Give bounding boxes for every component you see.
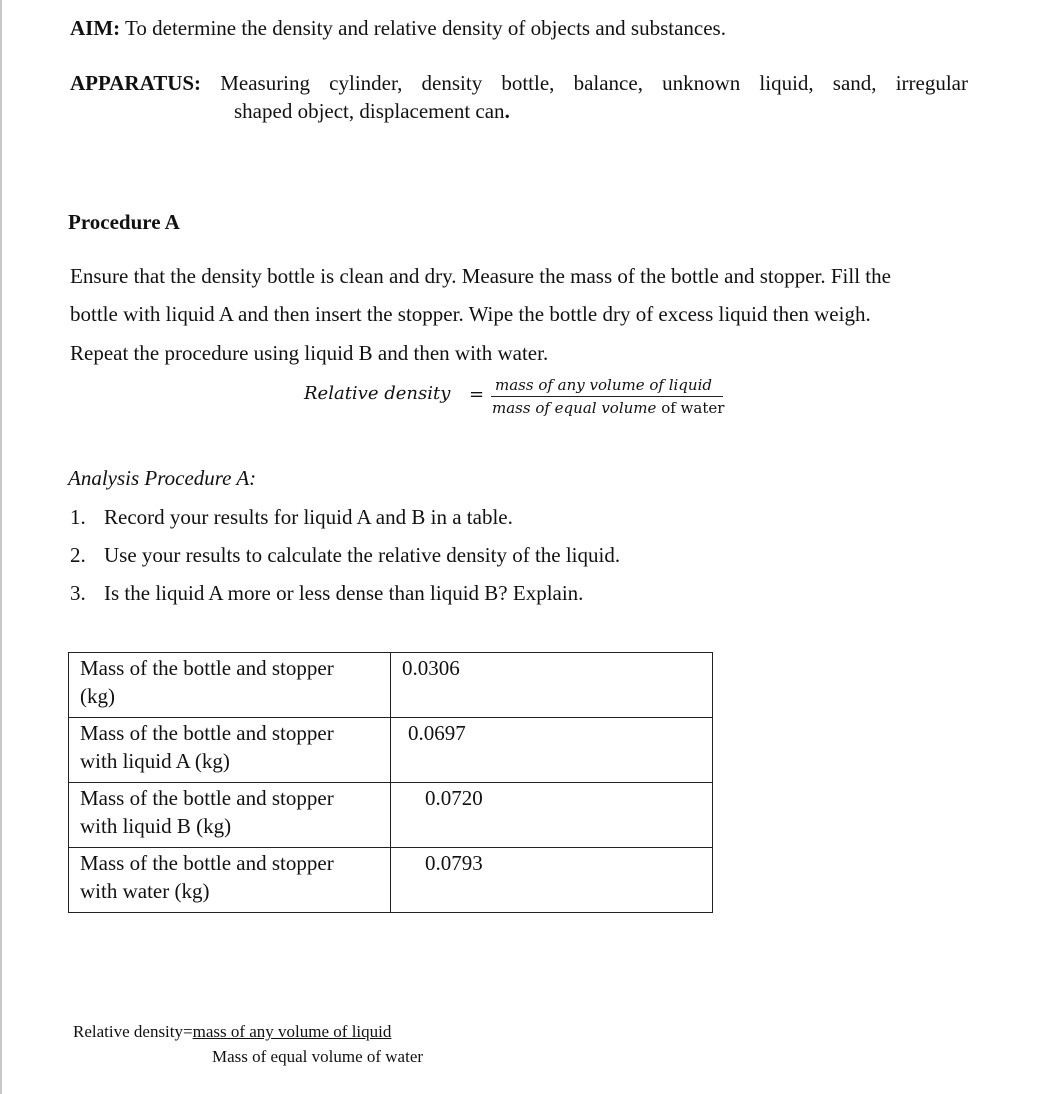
- label-line-2: with liquid A (kg): [80, 749, 230, 773]
- page-left-border: [0, 0, 2, 1094]
- table-row-value: 0.0720: [391, 783, 713, 848]
- table-row-value: 0.0306: [391, 653, 713, 718]
- label-line-2: with water (kg): [80, 879, 210, 903]
- table-row-value: 0.0793: [391, 848, 713, 913]
- table-row-label: [69, 718, 391, 783]
- question-number: 2.: [70, 543, 86, 567]
- table-row: [69, 848, 713, 913]
- relative-density-denominator: Mass of equal volume of water: [212, 1047, 424, 1066]
- apparatus-line-1: [70, 71, 968, 96]
- formula-label: Relative density: [304, 383, 451, 404]
- question-number: 3.: [70, 581, 86, 605]
- question-text: Record your results for liquid A and B in a table.: [104, 505, 513, 529]
- question-text: Is the liquid A more or less dense than liquid B? Explain.: [104, 581, 584, 605]
- analysis-heading: Analysis Procedure A:: [68, 466, 257, 490]
- label-line-1: Mass of the bottle and stopper: [80, 786, 334, 810]
- label-line-1: Mass of the bottle and stopper: [80, 656, 334, 680]
- relative-density-numerator: mass of any volume of liquid: [192, 1022, 392, 1041]
- apparatus-text-1: Measuring cylinder, density bottle, balance, unknown liquid, sand, irregular: [220, 71, 968, 95]
- formula-equals: =: [469, 384, 485, 405]
- procedure-line: Repeat the procedure using liquid B and then with water.: [70, 341, 549, 365]
- label-line-2: (kg): [80, 684, 115, 708]
- question-number: 1.: [70, 505, 86, 529]
- table-row: [69, 718, 713, 783]
- formula-denominator-italic: mass of equal volume: [492, 399, 657, 417]
- table-row-label: [69, 848, 391, 913]
- relative-density-note: [73, 1022, 391, 1042]
- formula-numerator: mass of any volume of liquid: [495, 376, 712, 394]
- relative-density-prefix: Relative density=: [73, 1022, 193, 1041]
- formula-denominator-rest: of water: [661, 399, 725, 417]
- apparatus-period: .: [504, 99, 510, 123]
- label-line-2: with liquid B (kg): [80, 814, 232, 838]
- table-row-label: [69, 653, 391, 718]
- procedure-line: Ensure that the density bottle is clean and dry. Measure the mass of the bottle and stopper. Fill the: [70, 264, 891, 288]
- aim-label: AIM:: [70, 16, 121, 40]
- table-row-value: 0.0697: [391, 718, 713, 783]
- formula-denominator: [492, 399, 724, 417]
- aim-line: [70, 16, 726, 41]
- results-table: [68, 652, 713, 913]
- apparatus-line-2: [234, 99, 510, 124]
- question-text: Use your results to calculate the relative density of the liquid.: [104, 543, 621, 567]
- formula-fraction-bar: [491, 396, 723, 397]
- apparatus-text-2: shaped object, displacement can: [234, 99, 505, 123]
- apparatus-label: APPARATUS:: [70, 71, 202, 95]
- procedure-a-heading: Procedure A: [68, 210, 180, 234]
- table-row: [69, 783, 713, 848]
- procedure-line: bottle with liquid A and then insert the stopper. Wipe the bottle dry of excess liquid then weigh.: [70, 302, 871, 326]
- table-row-label: [69, 783, 391, 848]
- aim-text: To determine the density and relative density of objects and substances.: [125, 16, 726, 40]
- label-line-1: Mass of the bottle and stopper: [80, 851, 334, 875]
- table-row: [69, 653, 713, 718]
- label-line-1: Mass of the bottle and stopper: [80, 721, 334, 745]
